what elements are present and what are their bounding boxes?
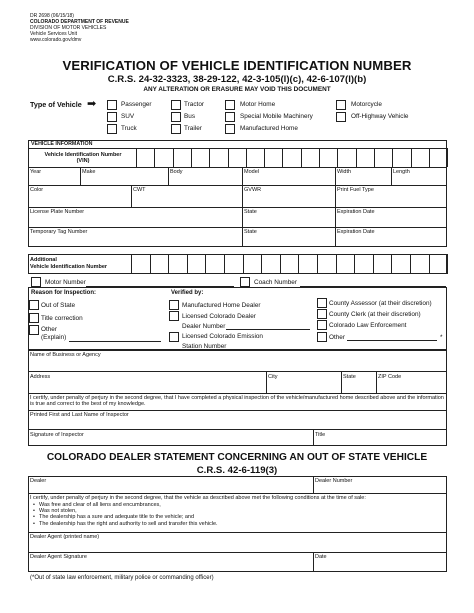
option-label: Motor Home bbox=[240, 101, 276, 108]
width-field-label: Width bbox=[337, 169, 352, 175]
plate-expiration-field-label: Expiration Date bbox=[337, 209, 375, 215]
divider bbox=[28, 532, 447, 533]
checkbox-motor-number[interactable] bbox=[31, 277, 41, 287]
division-name: DIVISION OF MOTOR VEHICLES bbox=[30, 25, 107, 32]
option-label: Manufactured Home bbox=[240, 125, 298, 132]
divider bbox=[313, 476, 314, 493]
color-field-label: Color bbox=[30, 187, 44, 193]
tag-state-field-label: State bbox=[244, 229, 257, 235]
vehicle-info-heading: VEHICLE INFORMATION bbox=[31, 141, 93, 147]
list-item: • The dealership has the right and authority to sell and transfer this vehicle. bbox=[39, 521, 218, 527]
divider bbox=[242, 185, 243, 207]
divider bbox=[266, 371, 267, 393]
inspector-certification: I certify, under penalty of perjury in the second degree, that I have completed a physical inspection of the vehicle/manufactured home described above and the information is true and correct to the best of my knowledge. bbox=[30, 395, 444, 408]
divider bbox=[335, 167, 336, 185]
vin-character-box-divider bbox=[447, 254, 448, 274]
divider bbox=[313, 429, 314, 446]
list-item: • Was not stolen, bbox=[39, 508, 218, 514]
explain-input[interactable] bbox=[69, 341, 161, 342]
cwt-field-label: CWT bbox=[133, 187, 146, 193]
vin-character-box-divider bbox=[410, 254, 411, 274]
divider bbox=[391, 167, 392, 185]
vin-character-box-divider bbox=[131, 254, 132, 274]
vin-character-box-divider bbox=[447, 148, 448, 167]
option-label: Trailer bbox=[184, 125, 202, 132]
dealer-agent-signature-label: Dealer Agent Signature bbox=[30, 554, 87, 560]
checkbox-licensed-colorado-dealer[interactable] bbox=[169, 311, 179, 321]
list-item: • Was free and clear of all liens and encumbrances, bbox=[39, 502, 218, 508]
vin-character-box-divider bbox=[374, 148, 375, 167]
vin-character-box-divider bbox=[373, 254, 374, 274]
checkbox-truck[interactable] bbox=[107, 124, 117, 134]
vin-character-box-divider bbox=[317, 254, 318, 274]
divider bbox=[28, 393, 447, 394]
vin-character-box-divider bbox=[336, 254, 337, 274]
checkbox-off-highway-vehicle[interactable] bbox=[336, 112, 346, 122]
vin-character-box-divider bbox=[205, 254, 206, 274]
option-label: Special Mobile Machinery bbox=[240, 113, 313, 120]
list-item: • The dealership has a sure and adequate title to the vehicle; and bbox=[39, 514, 218, 520]
checkbox-colorado-law-enforcement[interactable] bbox=[317, 320, 327, 330]
verifier-label: Other bbox=[329, 334, 345, 341]
divider bbox=[28, 493, 447, 494]
vin-character-box-divider bbox=[173, 148, 174, 167]
dealer-agent-name-label: Dealer Agent (printed name) bbox=[30, 534, 100, 540]
vin-character-box-divider bbox=[429, 254, 430, 274]
reason-label: Other bbox=[41, 326, 57, 333]
inspector-name-label: Printed First and Last Name of Inspector bbox=[30, 412, 129, 418]
verifier-label: County Clerk (at their discretion) bbox=[329, 311, 421, 318]
dealer-number-input[interactable] bbox=[226, 329, 310, 330]
dealer-certification: I certify, under penalty of perjury in the second degree, that the vehicle as described above met the following conditions at the time of sale: bbox=[30, 495, 366, 501]
checkbox-bus[interactable] bbox=[171, 112, 181, 122]
vin-character-box-divider bbox=[391, 254, 392, 274]
arrow-right-icon: ➡ bbox=[87, 98, 97, 110]
vin-character-box-divider bbox=[429, 148, 430, 167]
vin-character-box-divider bbox=[136, 148, 137, 167]
vin-character-box-divider bbox=[191, 148, 192, 167]
checkbox-passenger[interactable] bbox=[107, 100, 117, 110]
verifier-label: Licensed Colorado Dealer bbox=[182, 313, 256, 320]
divider bbox=[376, 371, 377, 393]
verified-by-heading: Verified by: bbox=[171, 290, 204, 296]
option-label: Passenger bbox=[121, 101, 152, 108]
asterisk-marker: * bbox=[440, 334, 443, 341]
checkbox-licensed-colorado-emission[interactable] bbox=[169, 332, 179, 342]
option-label: Off-Highway Vehicle bbox=[351, 113, 409, 120]
vin-label: Vehicle Identification Number (VIN) bbox=[44, 152, 122, 165]
option-label: Bus bbox=[184, 113, 196, 120]
vin-character-box-divider bbox=[282, 148, 283, 167]
footnote: (*Out of state law enforcement, military police or commanding officer) bbox=[30, 575, 214, 581]
license-plate-field-label: License Plate Number bbox=[30, 209, 85, 215]
checkbox-trailer[interactable] bbox=[171, 124, 181, 134]
statute-reference: C.R.S. 24-32-3323, 38-29-122, 42-3-105(l)(c), 42-6-107(l)(b) bbox=[107, 74, 367, 85]
form-title: VERIFICATION OF VEHICLE IDENTIFICATION NUMBER bbox=[62, 58, 412, 73]
form-header bbox=[30, 13, 129, 43]
dealer-label: Dealer bbox=[30, 478, 47, 484]
year-field-label: Year bbox=[30, 169, 42, 175]
verifier-label: Colorado Law Enforcement bbox=[329, 322, 407, 329]
checkbox-special-mobile-machinery[interactable] bbox=[225, 112, 235, 122]
inspector-title-label: Title bbox=[315, 432, 326, 438]
date-label: Date bbox=[315, 554, 327, 560]
option-label: Tractor bbox=[184, 101, 205, 108]
divider bbox=[28, 148, 447, 149]
form-number: DR 2698 (06/15/18) bbox=[30, 13, 74, 19]
divider bbox=[80, 167, 81, 185]
motor-number-label: Motor Number bbox=[45, 279, 86, 286]
vin-character-box-divider bbox=[243, 254, 244, 274]
vehicle-type-label: Type of Vehicle bbox=[30, 100, 82, 109]
divider bbox=[28, 207, 447, 208]
checkbox-county-clerk[interactable] bbox=[317, 309, 327, 319]
divider bbox=[168, 167, 169, 185]
vin-character-box-divider bbox=[337, 148, 338, 167]
alteration-warning: ANY ALTERATION OR ERASURE MAY VOID THIS DOCUMENT bbox=[143, 86, 331, 93]
divider bbox=[335, 185, 336, 207]
dealer-statement-heading: COLORADO DEALER STATEMENT CONCERNING AN OUT OF STATE VEHICLE bbox=[46, 452, 428, 463]
vin-character-box-divider bbox=[356, 148, 357, 167]
vin-character-box-divider bbox=[150, 254, 151, 274]
reason-label: Title correction bbox=[41, 315, 83, 322]
vin-character-box-divider bbox=[319, 148, 320, 167]
checkbox-motor-home[interactable] bbox=[225, 100, 235, 110]
verifier-label: County Assessor (at their discretion) bbox=[329, 300, 432, 307]
checkbox-manufactured-home[interactable] bbox=[225, 124, 235, 134]
vin-character-box-divider bbox=[154, 148, 155, 167]
vin-character-box-divider bbox=[224, 254, 225, 274]
gvwr-field-label: GVWR bbox=[244, 187, 262, 193]
vin-character-box-divider bbox=[280, 254, 281, 274]
other-verifier-input[interactable] bbox=[347, 340, 437, 341]
state-label: State bbox=[343, 374, 356, 380]
checkbox-out-of-state[interactable] bbox=[29, 300, 39, 310]
vin-character-box-divider bbox=[246, 148, 247, 167]
verifier-label: Licensed Colorado Emission bbox=[182, 333, 263, 340]
checkbox-other-reason[interactable] bbox=[29, 325, 39, 335]
checkbox-suv[interactable] bbox=[107, 112, 117, 122]
checkbox-county-assessor[interactable] bbox=[317, 298, 327, 308]
divider bbox=[242, 167, 243, 185]
explain-label: (Explain) bbox=[41, 334, 67, 341]
divider bbox=[341, 371, 342, 393]
dealer-number-field-label: Dealer Number bbox=[315, 478, 353, 484]
vin-character-box-divider bbox=[264, 148, 265, 167]
city-label: City bbox=[268, 374, 278, 380]
website: www.colorado.gov/dmv bbox=[30, 37, 82, 44]
divider bbox=[28, 185, 447, 186]
reason-heading: Reason for Inspection: bbox=[31, 290, 97, 296]
option-label: SUV bbox=[121, 113, 135, 120]
body-field-label: Body bbox=[170, 169, 183, 175]
make-field-label: Make bbox=[82, 169, 96, 175]
divider bbox=[28, 227, 447, 228]
reason-label: Out of State bbox=[41, 302, 76, 309]
business-name-label: Name of Business or Agency bbox=[30, 352, 101, 358]
vin-character-box-divider bbox=[354, 254, 355, 274]
checkbox-other-verifier[interactable] bbox=[317, 332, 327, 342]
coach-number-label: Coach Number bbox=[254, 279, 297, 286]
department-name: COLORADO DEPARTMENT OF REVENUE bbox=[30, 19, 129, 26]
station-number-label: Station Number bbox=[182, 343, 227, 350]
divider bbox=[131, 185, 132, 207]
vin-character-box-divider bbox=[261, 254, 262, 274]
unit-name: Vehicle Services Unit bbox=[30, 31, 77, 38]
vin-character-box-divider bbox=[209, 148, 210, 167]
checkbox-tractor[interactable] bbox=[171, 100, 181, 110]
option-label: Truck bbox=[121, 125, 137, 132]
divider bbox=[28, 429, 447, 430]
checkbox-coach-number[interactable] bbox=[240, 277, 250, 287]
zip-label: ZIP Code bbox=[378, 374, 402, 380]
divider bbox=[28, 552, 447, 553]
checkbox-motorcycle[interactable] bbox=[336, 100, 346, 110]
vin-character-box-divider bbox=[392, 148, 393, 167]
additional-vin-label: Additional Vehicle Identification Number bbox=[30, 257, 108, 270]
dealer-conditions-list bbox=[39, 502, 218, 527]
model-field-label: Model bbox=[244, 169, 259, 175]
inspector-signature-label: Signature of Inspector bbox=[30, 432, 84, 438]
length-field-label: Length bbox=[393, 169, 410, 175]
option-label: Motorcycle bbox=[351, 101, 382, 108]
vin-character-box-divider bbox=[228, 148, 229, 167]
address-label: Address bbox=[30, 374, 51, 380]
divider bbox=[28, 371, 447, 372]
plate-state-field-label: State bbox=[244, 209, 257, 215]
divider bbox=[313, 552, 314, 572]
vin-character-box-divider bbox=[298, 254, 299, 274]
vin-character-box-divider bbox=[168, 254, 169, 274]
dealer-number-label: Dealer Number bbox=[182, 323, 226, 330]
checkbox-manufactured-home-dealer[interactable] bbox=[169, 300, 179, 310]
checkbox-title-correction[interactable] bbox=[29, 313, 39, 323]
dealer-statement-statute: C.R.S. 42-6-119(3) bbox=[196, 465, 278, 476]
vin-character-box-divider bbox=[301, 148, 302, 167]
verifier-label: Manufactured Home Dealer bbox=[182, 302, 261, 309]
vin-character-box-divider bbox=[411, 148, 412, 167]
fuel-type-field-label: Print Fuel Type bbox=[337, 187, 374, 193]
divider bbox=[28, 410, 447, 411]
vin-character-box-divider bbox=[187, 254, 188, 274]
temp-tag-field-label: Temporary Tag Number bbox=[30, 229, 88, 235]
tag-expiration-field-label: Expiration Date bbox=[337, 229, 375, 235]
divider bbox=[28, 167, 447, 168]
